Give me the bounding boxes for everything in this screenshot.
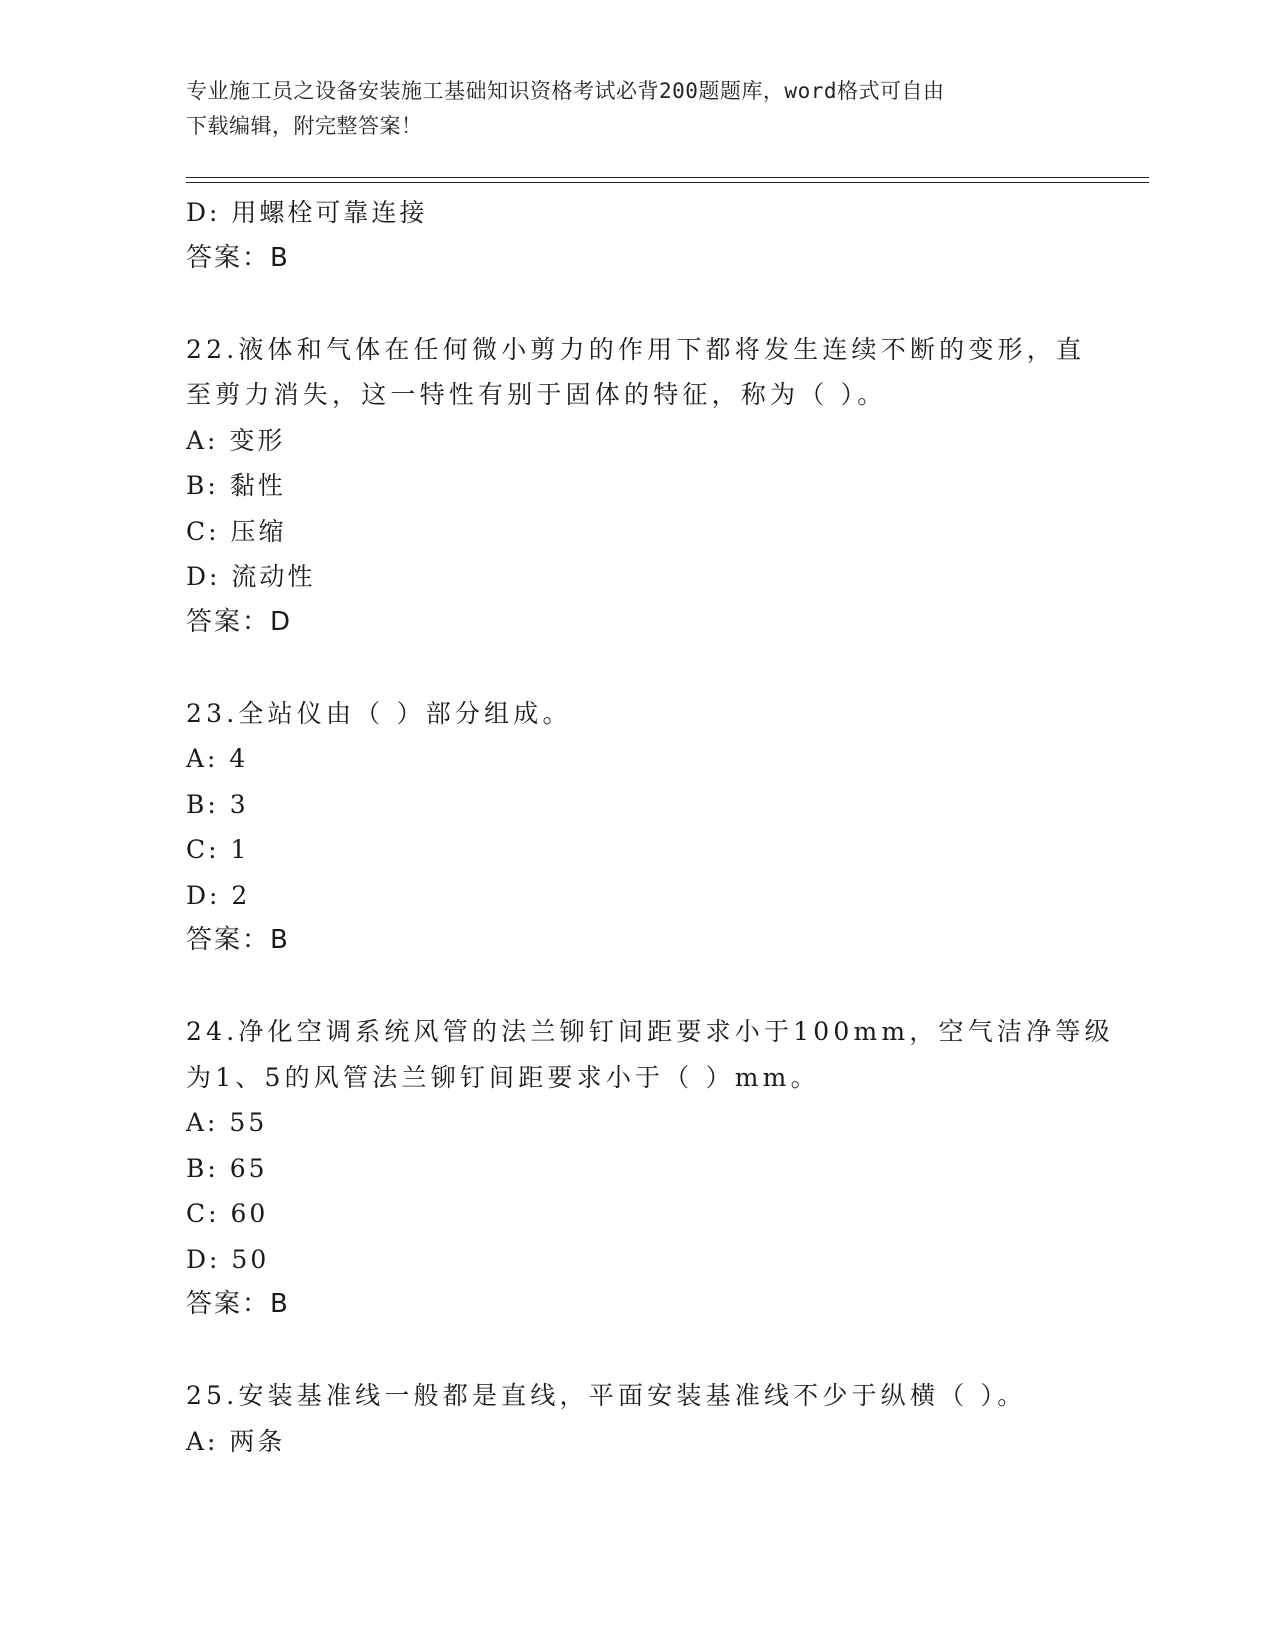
document-header [186,74,1086,144]
spacer [186,645,1086,691]
question-25-option-a: A: 两条 [186,1426,286,1456]
question-25 [186,1373,1086,1464]
question-23-answer: 答案：B [186,925,290,955]
question-23-option-c: C: 1 [186,835,250,864]
header-line-1: 专业施工员之设备安装施工基础知识资格考试必背200题题库，word格式可自由 [186,79,945,103]
question-24-text-1: 24.净化空调系统风管的法兰铆钉间距要求小于100mm，空气洁净等级 [186,1017,1114,1046]
spacer [186,964,1086,1010]
question-24 [186,1009,1114,1328]
header-line-2: 下载编辑，附完整答案！ [186,114,423,138]
question-24-answer: 答案：B [186,1289,290,1319]
header-divider-bottom [186,182,1149,183]
spacer [186,1328,1086,1374]
question-22-option-d: D: 流动性 [186,562,316,591]
header-divider-top [186,177,1149,178]
prev-answer: 答案：B [186,242,290,273]
question-23-option-d: D: 2 [186,880,251,910]
question-23-option-b: B: 3 [186,789,249,819]
prev-option-d: D: 用螺栓可靠连接 [186,198,428,227]
question-22-option-a: A: 变形 [186,425,286,455]
question-24-option-d: D: 50 [186,1244,270,1274]
question-23-option-a: A: 4 [186,744,249,773]
question-22-answer: 答案：D [186,606,293,637]
spacer [186,281,1086,327]
question-22-option-c: C: 压缩 [186,516,287,546]
question-22-text-2: 至剪力消失，这一特性有别于固体的特征，称为（ ）。 [186,380,887,409]
question-24-option-c: C: 60 [186,1199,269,1228]
question-list [186,190,1114,1464]
question-22-text-1: 22.液体和气体在任何微小剪力的作用下都将发生连续不断的变形，直 [186,334,1086,364]
question-24-option-a: A: 55 [186,1108,268,1137]
question-25-text-1: 25.安装基准线一般都是直线，平面安装基准线不少于纵横（ ）。 [186,1381,1027,1410]
question-23-text-1: 23.全站仪由（ ）部分组成。 [186,698,572,728]
question-22 [186,327,1086,646]
question-24-text-2: 为1、5的风管法兰铆钉间距要求小于（ ）mm。 [186,1062,820,1092]
question-24-option-b: B: 65 [186,1153,268,1183]
question-23 [186,691,1086,964]
question-22-option-b: B: 黏性 [186,471,286,500]
